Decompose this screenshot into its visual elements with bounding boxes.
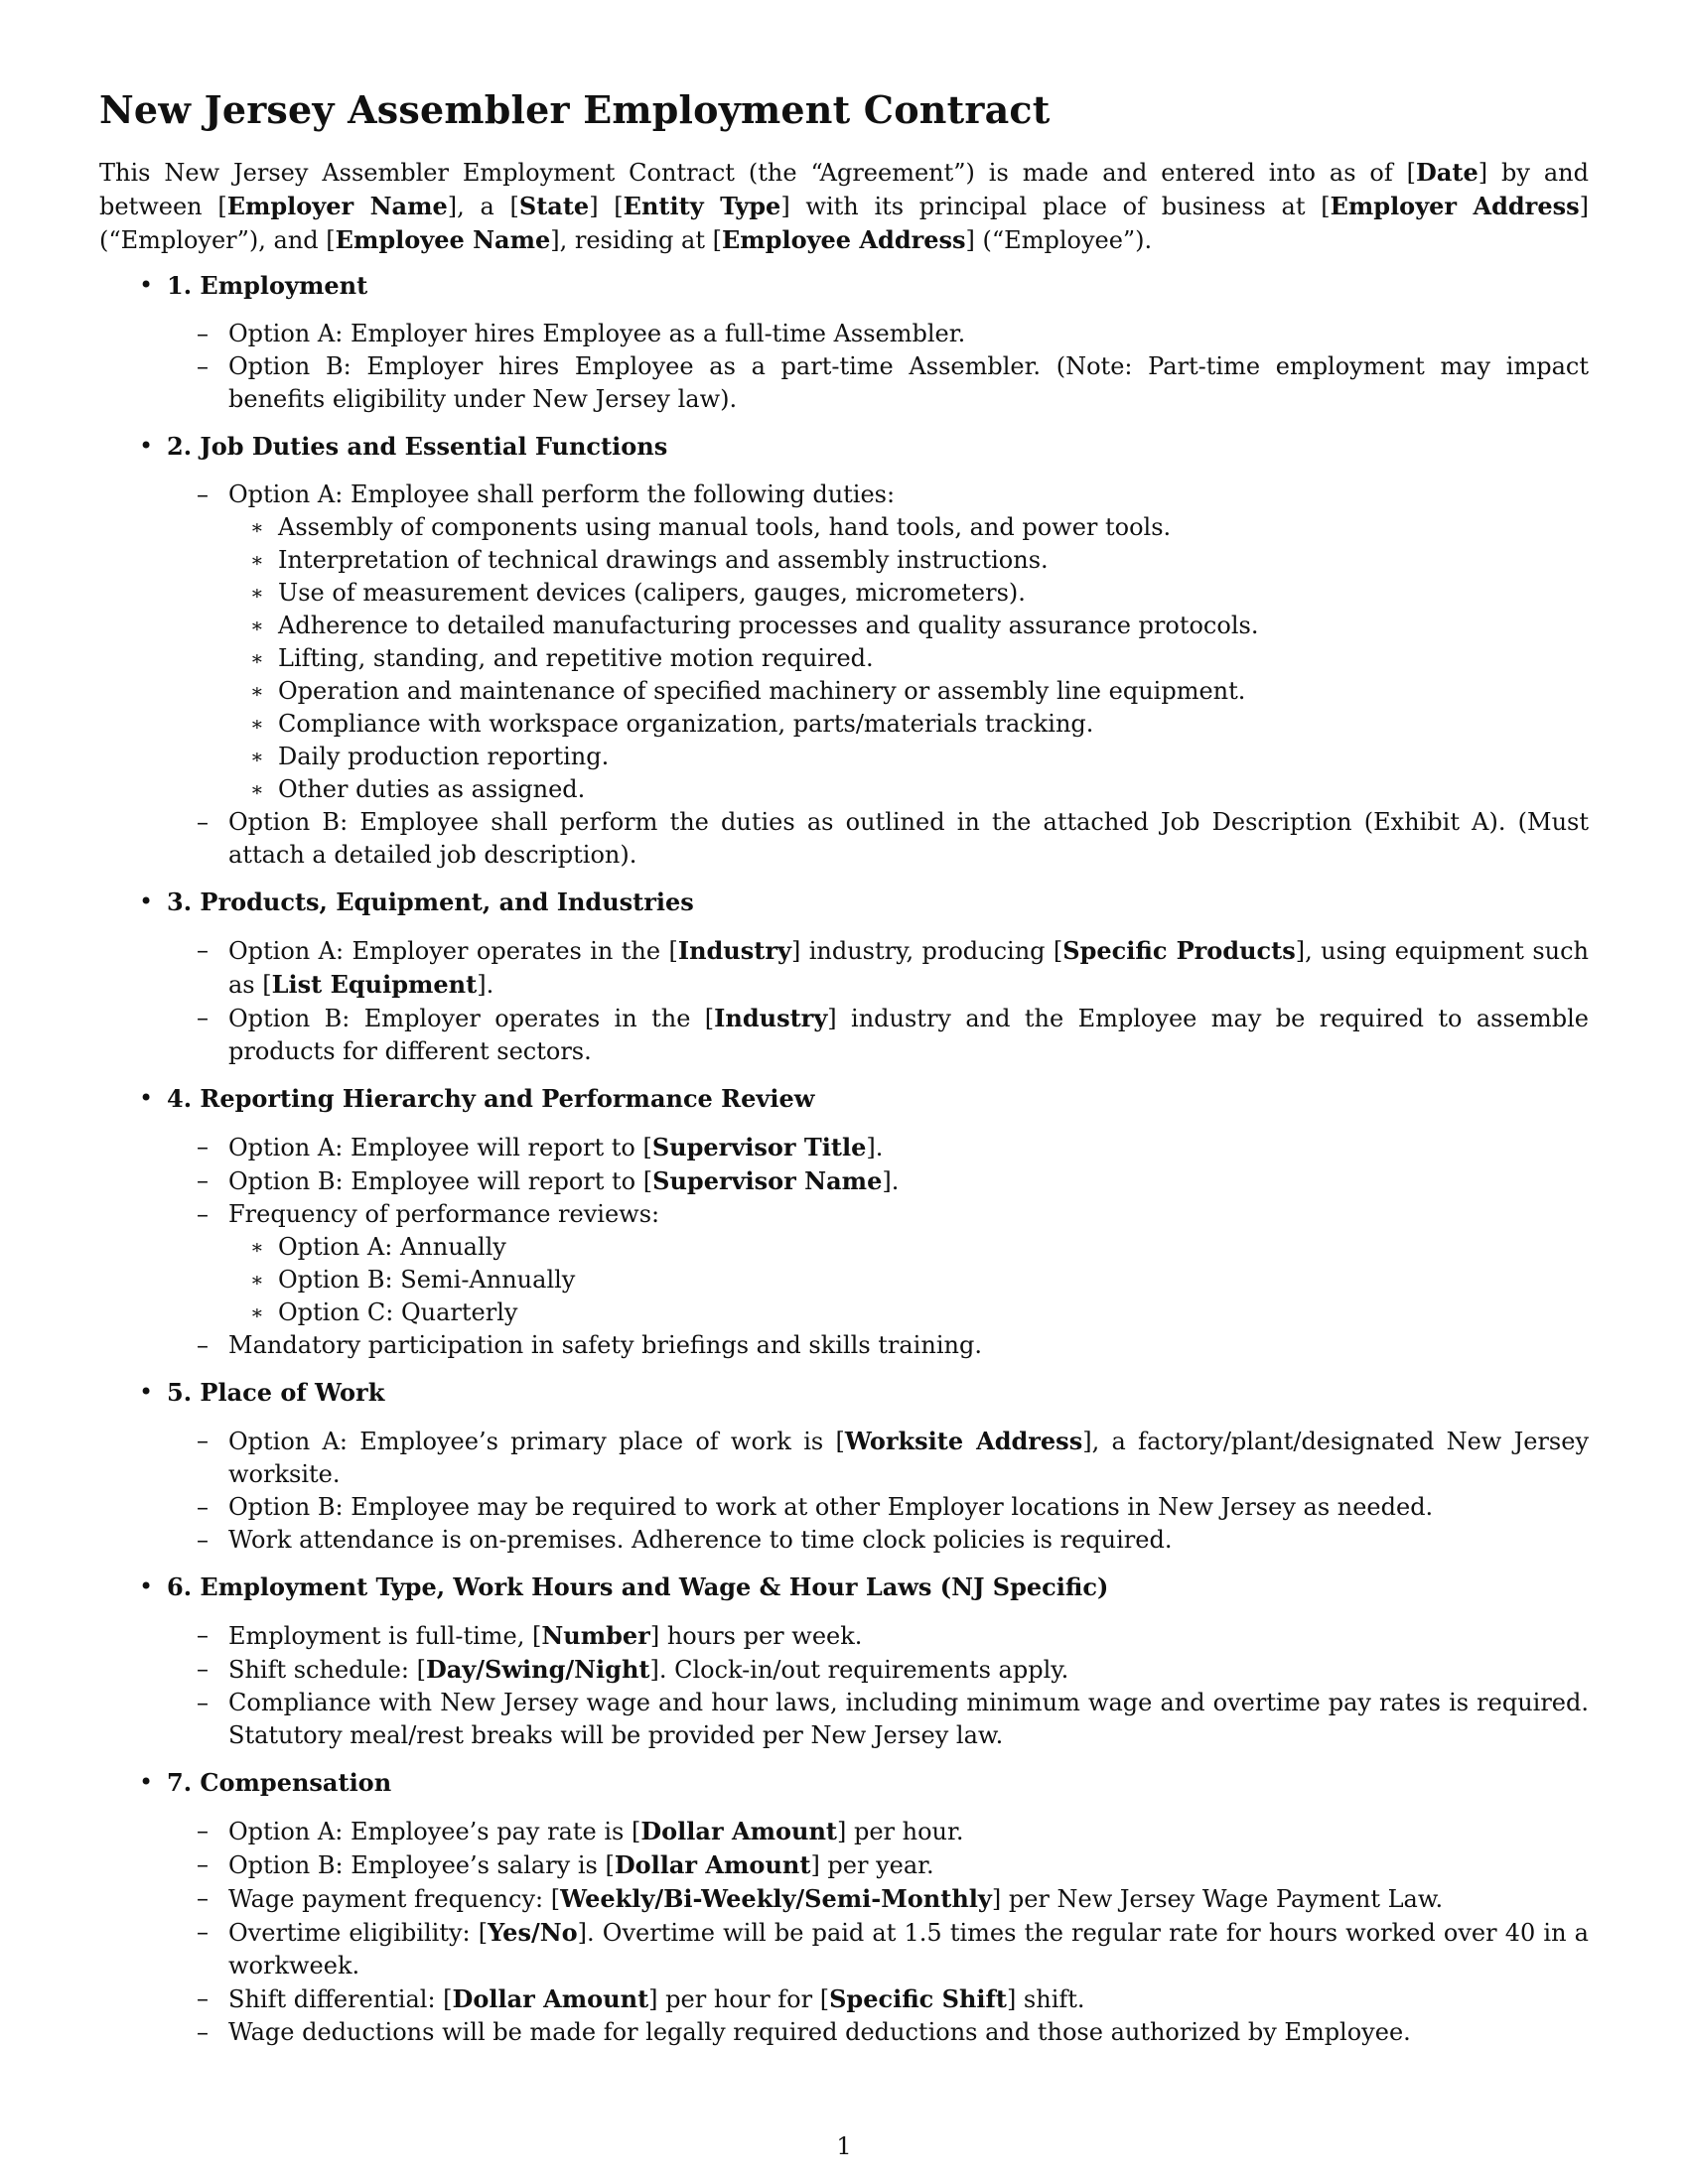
list-item [167, 1329, 1589, 1362]
placeholder-specific-shift: Specific Shift [829, 1984, 1007, 2013]
item-text: Shift schedule: [ [228, 1656, 426, 1684]
placeholder-industry: Industry [714, 1004, 828, 1032]
dash-icon: – [197, 1918, 209, 1946]
asterisk-icon: ∗ [250, 515, 264, 539]
item-text: ] per year. [810, 1851, 934, 1879]
list-item [167, 1815, 1589, 1848]
placeholder-state: State [518, 192, 590, 220]
item-text: ] per hour. [836, 1818, 964, 1845]
item-list [167, 318, 1589, 416]
section-list [99, 269, 1589, 2049]
section-title: 7. Compensation [167, 1768, 392, 1797]
asterisk-icon: ∗ [250, 614, 264, 637]
item-text: Option B: Employee will report to [ [228, 1167, 653, 1195]
duty-text: Compliance with workspace organization, parts/materials tracking. [278, 710, 1094, 738]
dash-icon: – [197, 1166, 209, 1194]
dash-icon: – [197, 1850, 209, 1878]
item-list [167, 934, 1589, 1068]
dash-icon: – [197, 1621, 209, 1649]
duty-text: Interpretation of technical drawings and assembly instructions. [278, 546, 1049, 574]
item-text: ]. [866, 1134, 884, 1161]
intro-paragraph [99, 156, 1589, 257]
placeholder-number: Number [541, 1621, 650, 1650]
item-text: ] per New Jersey Wage Payment Law. [991, 1885, 1444, 1913]
item-text: Option B: Employee shall perform the duties as outlined in the attached Job Description (Exhibit A). (Must attach a detailed job description). [228, 808, 1589, 869]
list-item [167, 1002, 1589, 1068]
item-text: ], using equipment such as [ [228, 937, 1590, 999]
asterisk-icon: ∗ [250, 712, 264, 736]
list-item [167, 1687, 1589, 1752]
item-text: Compliance with New Jersey wage and hour laws, including minimum wage and overtime pay rates is required. Statutory meal/rest breaks will be provided per New Jersey law. [228, 1689, 1589, 1749]
duty-item [228, 544, 1589, 577]
item-text: ]. Overtime will be paid at 1.5 times the regular rate for hours worked over 40 in a workweek. [228, 1919, 1589, 1979]
item-list [167, 1619, 1589, 1752]
item-text: Option A: Employee shall perform the following duties: [228, 480, 896, 508]
duty-text: Lifting, standing, and repetitive motion required. [278, 644, 874, 672]
dash-icon: – [197, 1526, 209, 1554]
duty-text: Assembly of components using manual tools, hand tools, and power tools. [278, 513, 1172, 541]
bullet-icon: • [139, 271, 154, 299]
section-place-of-work [99, 1376, 1589, 1557]
list-item [167, 1882, 1589, 1916]
section-title: 5. Place of Work [167, 1378, 385, 1407]
duty-text: Daily production reporting. [278, 743, 610, 770]
document-title: New Jersey Assembler Employment Contract [99, 87, 1051, 132]
item-text: ] hours per week. [649, 1622, 863, 1650]
duty-item [228, 741, 1589, 773]
list-item [167, 1131, 1589, 1164]
placeholder-specific-products: Specific Products [1062, 936, 1296, 965]
asterisk-icon: ∗ [250, 581, 264, 605]
bullet-icon: • [139, 1378, 154, 1406]
dash-icon: – [197, 320, 209, 347]
placeholder-shift: Day/Swing/Night [425, 1655, 650, 1684]
duty-item [228, 642, 1589, 675]
intro-text: This New Jersey Assembler Employment Contract (the “Agreement”) is made and entered into as of [ [99, 159, 1417, 187]
section-job-duties [99, 430, 1589, 872]
item-text: Shift differential: [ [228, 1985, 453, 2013]
asterisk-icon: ∗ [250, 548, 264, 572]
intro-text: ], a [ [447, 193, 519, 220]
item-text: Option A: Employer hires Employee as a full-time Assembler. [228, 320, 966, 347]
asterisk-icon: ∗ [250, 1300, 264, 1324]
placeholder-payment-frequency: Weekly/Bi-Weekly/Semi-Monthly [560, 1884, 992, 1913]
list-item [167, 1848, 1589, 1882]
section-employment-type [99, 1570, 1589, 1752]
frequency-text: Option A: Annually [278, 1233, 506, 1261]
list-item [167, 1164, 1589, 1198]
section-title: 6. Employment Type, Work Hours and Wage & Hour Laws (NJ Specific) [167, 1572, 1109, 1601]
duty-text: Adherence to detailed manufacturing processes and quality assurance protocols. [278, 612, 1259, 639]
list-item [167, 1198, 1589, 1329]
item-list [167, 1131, 1589, 1362]
list-item [167, 478, 1589, 806]
placeholder-worksite-address: Worksite Address [844, 1427, 1083, 1455]
list-item [167, 318, 1589, 350]
frequency-item [228, 1231, 1589, 1264]
item-text: Option B: Employee’s salary is [ [228, 1851, 615, 1879]
item-text: ]. [477, 971, 494, 999]
list-item [167, 1653, 1589, 1687]
placeholder-employer-address: Employer Address [1330, 192, 1580, 220]
item-text: Option A: Employee will report to [ [228, 1134, 652, 1161]
list-item [167, 1982, 1589, 2016]
item-text: ] shift. [1006, 1985, 1085, 2013]
placeholder-dollar-amount: Dollar Amount [640, 1817, 837, 1845]
duty-item [228, 708, 1589, 741]
item-text: Employment is full-time, [ [228, 1622, 542, 1650]
placeholder-employer-name: Employer Name [226, 192, 448, 220]
item-text: Option B: Employer hires Employee as a part-time Assembler. (Note: Part-time employment may impact benefits eligibility under New Jersey law). [228, 352, 1589, 413]
item-list [167, 478, 1589, 872]
dash-icon: – [197, 1689, 209, 1716]
item-text: ] industry, producing [ [790, 937, 1063, 965]
item-text: Option B: Employer operates in the [ [228, 1005, 715, 1032]
list-item [167, 1916, 1589, 1982]
duty-item [228, 773, 1589, 806]
section-title: 3. Products, Equipment, and Industries [167, 887, 694, 916]
list-item [167, 1619, 1589, 1653]
dash-icon: – [197, 1884, 209, 1912]
item-text: Wage deductions will be made for legally required deductions and those authorized by Employee. [228, 2018, 1411, 2046]
item-text: Wage payment frequency: [ [228, 1885, 561, 1913]
item-text: Option A: Employer operates in the [ [228, 937, 678, 965]
bullet-icon: • [139, 432, 154, 460]
dash-icon: – [197, 808, 209, 836]
list-item [167, 1425, 1589, 1491]
item-list [167, 1815, 1589, 2049]
section-products-equipment [99, 886, 1589, 1068]
placeholder-supervisor-name: Supervisor Name [652, 1166, 883, 1195]
list-item [167, 1524, 1589, 1557]
frequency-item [228, 1264, 1589, 1297]
item-text: Option A: Employee’s primary place of work is [ [228, 1428, 845, 1455]
frequency-text: Option B: Semi-Annually [278, 1266, 576, 1294]
item-text: ]. [882, 1167, 900, 1195]
asterisk-icon: ∗ [250, 646, 264, 670]
asterisk-icon: ∗ [250, 745, 264, 768]
duty-item [228, 511, 1589, 544]
dash-icon: – [197, 1655, 209, 1683]
list-item [167, 2016, 1589, 2049]
dash-icon: – [197, 352, 209, 380]
section-title: 4. Reporting Hierarchy and Performance Review [167, 1084, 815, 1113]
placeholder-supervisor-title: Supervisor Title [651, 1133, 867, 1161]
placeholder-dollar-amount: Dollar Amount [614, 1850, 811, 1879]
dash-icon: – [197, 480, 209, 508]
duty-item [228, 675, 1589, 708]
duty-list [228, 511, 1589, 806]
list-item [167, 806, 1589, 872]
placeholder-entity-type: Entity Type [623, 192, 781, 220]
intro-text: ] [ [589, 193, 624, 220]
intro-text: ] (“Employer”), and [ [99, 193, 1589, 254]
dash-icon: – [197, 1133, 209, 1160]
dash-icon: – [197, 1493, 209, 1521]
dash-icon: – [197, 1200, 209, 1228]
placeholder-employee-name: Employee Name [335, 225, 551, 254]
duty-text: Operation and maintenance of specified machinery or assembly line equipment. [278, 677, 1246, 705]
section-title: 2. Job Duties and Essential Functions [167, 432, 668, 461]
section-employment [99, 269, 1589, 416]
duty-item [228, 577, 1589, 610]
frequency-item [228, 1297, 1589, 1329]
placeholder-employee-address: Employee Address [721, 225, 966, 254]
placeholder-yes-no: Yes/No [488, 1918, 578, 1947]
list-item [167, 1491, 1589, 1524]
section-compensation [99, 1766, 1589, 2049]
asterisk-icon: ∗ [250, 679, 264, 703]
intro-text: ], residing at [ [550, 226, 722, 254]
duty-item [228, 610, 1589, 642]
bullet-icon: • [139, 1084, 154, 1112]
intro-text: ] with its principal place of business at [ [780, 193, 1331, 220]
frequency-text: Option C: Quarterly [278, 1298, 518, 1326]
dash-icon: – [197, 936, 209, 964]
dash-icon: – [197, 2018, 209, 2046]
item-text: Frequency of performance reviews: [228, 1200, 660, 1228]
intro-text: ] (“Employee”). [965, 226, 1153, 254]
bullet-icon: • [139, 1572, 154, 1600]
list-item [167, 350, 1589, 416]
dash-icon: – [197, 1984, 209, 2012]
intro-text: ] by and between [ [99, 159, 1590, 220]
item-text: ] industry and the Employee may be required to assemble products for different sectors. [228, 1005, 1589, 1065]
item-text: Option A: Employee’s pay rate is [ [228, 1818, 641, 1845]
duty-text: Other duties as assigned. [278, 775, 586, 803]
item-text: ], a factory/plant/designated New Jersey worksite. [228, 1428, 1590, 1488]
placeholder-list-equipment: List Equipment [271, 970, 478, 999]
dash-icon: – [197, 1331, 209, 1359]
asterisk-icon: ∗ [250, 1268, 264, 1292]
section-reporting-hierarchy [99, 1082, 1589, 1362]
bullet-icon: • [139, 1768, 154, 1796]
asterisk-icon: ∗ [250, 1235, 264, 1259]
item-text: Work attendance is on-premises. Adherence to time clock policies is required. [228, 1526, 1173, 1554]
duty-text: Use of measurement devices (calipers, gauges, micrometers). [278, 579, 1026, 607]
list-item [167, 934, 1589, 1002]
dash-icon: – [197, 1427, 209, 1454]
section-title: 1. Employment [167, 271, 368, 300]
item-text: ] per hour for [ [648, 1985, 830, 2013]
page-number: 1 [836, 2132, 852, 2160]
dash-icon: – [197, 1817, 209, 1844]
placeholder-date: Date [1416, 158, 1478, 187]
asterisk-icon: ∗ [250, 777, 264, 801]
item-text: Mandatory participation in safety briefings and skills training. [228, 1331, 982, 1359]
dash-icon: – [197, 1004, 209, 1031]
bullet-icon: • [139, 887, 154, 915]
item-text: Option B: Employee may be required to work at other Employer locations in New Jersey as needed. [228, 1493, 1434, 1521]
item-text: ]. Clock-in/out requirements apply. [649, 1656, 1069, 1684]
review-frequency-list [228, 1231, 1589, 1329]
item-list [167, 1425, 1589, 1557]
item-text: Overtime eligibility: [ [228, 1919, 489, 1947]
placeholder-industry: Industry [677, 936, 791, 965]
document-page [99, 87, 1589, 2063]
placeholder-dollar-amount: Dollar Amount [452, 1984, 649, 2013]
